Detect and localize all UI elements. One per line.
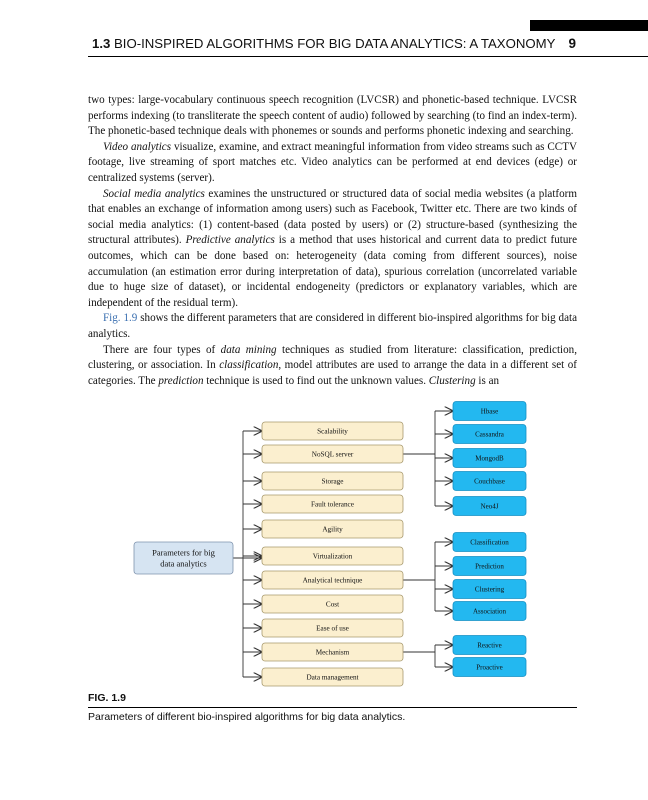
figure-caption: Parameters of different bio-inspired algorithms for big data analytics.	[88, 711, 406, 723]
figure-rule	[88, 707, 577, 708]
param-virtualization-label: Virtualization	[312, 552, 353, 561]
param-agility-label: Agility	[322, 525, 343, 534]
param-agility	[262, 520, 403, 538]
leaf-cassandra-label: Cassandra	[475, 430, 504, 439]
root-node-label: data analytics	[160, 558, 207, 569]
param-scalability	[262, 422, 403, 440]
param-cost	[262, 595, 403, 613]
param-nosql-server-label: NoSQL server	[311, 450, 354, 459]
term-classification: classification	[219, 359, 279, 372]
param-mechanism-label: Mechanism	[315, 648, 350, 657]
param-data-management-label: Data management	[306, 673, 359, 682]
paragraph-4-text: shows the different parameters that are considered in different bio-inspired algorithms for big data analytics.	[88, 312, 577, 340]
root-node-label: Parameters for big	[152, 547, 215, 558]
paragraph-5-text-b: techniques as studied from literature: classification, prediction, clustering, or association. In	[88, 343, 577, 372]
leaf-classification-label: Classification	[470, 538, 509, 547]
paragraph-5-text-c: , model attributes are used to arrange the data in a different set of categories. The	[88, 359, 577, 387]
leaf-couchbase	[453, 472, 526, 491]
param-cost-label: Cost	[325, 600, 340, 609]
figure-link[interactable]: Fig. 1.9	[103, 312, 138, 325]
leaf-prediction	[453, 557, 526, 576]
section-title: BIO-INSPIRED ALGORITHMS FOR BIG DATA ANALYTICS: A TAXONOMY	[114, 36, 556, 51]
page-number: 9	[568, 36, 576, 51]
leaf-hbase-label: Hbase	[480, 407, 499, 416]
paragraph-5-text-d: technique is used to find out the unknown values.	[203, 374, 429, 387]
leaf-couchbase-label: Couchbase	[474, 477, 505, 486]
paragraph-3-text-a: examines the unstructured or structured data of social media websites (a platform that enables an exchange of information among users) such as Facebook, Twitter etc. There are two kinds of social media analytics: (1) content-based (data posted by users) or (2) structure-based (synthesizing the structural attributes).	[88, 187, 577, 247]
leaf-hbase	[453, 402, 526, 421]
leaf-cassandra	[453, 425, 526, 444]
paragraph-1: two types: large-vocabulary continuous speech recognition (LVCSR) and phonetic-based technique. LVCSR performs indexing (to transliterate the speech content of audio) followed by searching (to find an index-term). The phonetic-based technique deals with phonemes or sounds and performs phonetic indexing and searching.	[88, 94, 577, 138]
param-data-management	[262, 668, 403, 686]
leaf-proactive	[453, 658, 526, 677]
leaf-mongodb	[453, 449, 526, 468]
term-video-analytics: Video analytics	[103, 140, 172, 153]
leaf-proactive-label: Proactive	[476, 663, 503, 672]
param-virtualization	[262, 547, 403, 565]
param-fault-tolerance-label: Fault tolerance	[311, 500, 354, 509]
section-number: 1.3	[92, 36, 111, 51]
paragraph-2-text: visualize, examine, and extract meaningful information from video streams such as CCTV footage, live streaming of sport matches etc. Video analytics can be performed at end devices (edge) or centralized systems (server).	[88, 140, 577, 184]
leaf-reactive-label: Reactive	[477, 641, 502, 650]
leaf-clustering-label: Clustering	[474, 585, 505, 594]
term-clustering: Clustering	[428, 374, 476, 387]
paragraph-5-text-a: There are four types of	[103, 343, 221, 356]
param-storage	[262, 472, 403, 490]
term-prediction: prediction	[158, 374, 204, 387]
figure-label: FIG. 1.9	[88, 692, 126, 704]
param-storage-label: Storage	[321, 477, 344, 486]
paragraph-5-text-e: is an	[475, 374, 500, 387]
term-predictive-analytics: Predictive analytics	[185, 234, 275, 247]
param-scalability-label: Scalability	[317, 427, 348, 436]
leaf-mongodb-label: MongodB	[475, 454, 504, 463]
leaf-neo4j-label: Neo4J	[480, 502, 499, 511]
param-ease-of-use	[262, 619, 403, 637]
param-ease-of-use-label: Ease of use	[316, 624, 349, 633]
param-nosql-server	[262, 445, 403, 463]
leaf-prediction-label: Prediction	[475, 562, 504, 571]
root-node	[134, 542, 233, 574]
leaf-neo4j	[453, 497, 526, 516]
leaf-classification	[453, 533, 526, 552]
param-analytical-technique	[262, 571, 403, 589]
leaf-association	[453, 602, 526, 621]
param-mechanism	[262, 643, 403, 661]
paragraph-3-text-b: is a method that uses historical and current data to predict future outcomes, which can be done based on: heterogeneity (data coming from different sources), noise accumulation (an estimation error during interpretation of data), spurious correlation (uncorrelated variable due to huge size of dataset), or incidental endogeneity (predictors or explanatory variables, which are independent of the residual term).	[88, 234, 577, 309]
leaf-reactive	[453, 636, 526, 655]
term-data-mining: data mining	[220, 343, 277, 356]
param-fault-tolerance	[262, 495, 403, 513]
term-social-media-analytics: Social media analytics	[103, 187, 205, 200]
leaf-clustering	[453, 580, 526, 599]
leaf-association-label: Association	[472, 607, 507, 616]
param-analytical-technique-label: Analytical technique	[302, 576, 363, 585]
